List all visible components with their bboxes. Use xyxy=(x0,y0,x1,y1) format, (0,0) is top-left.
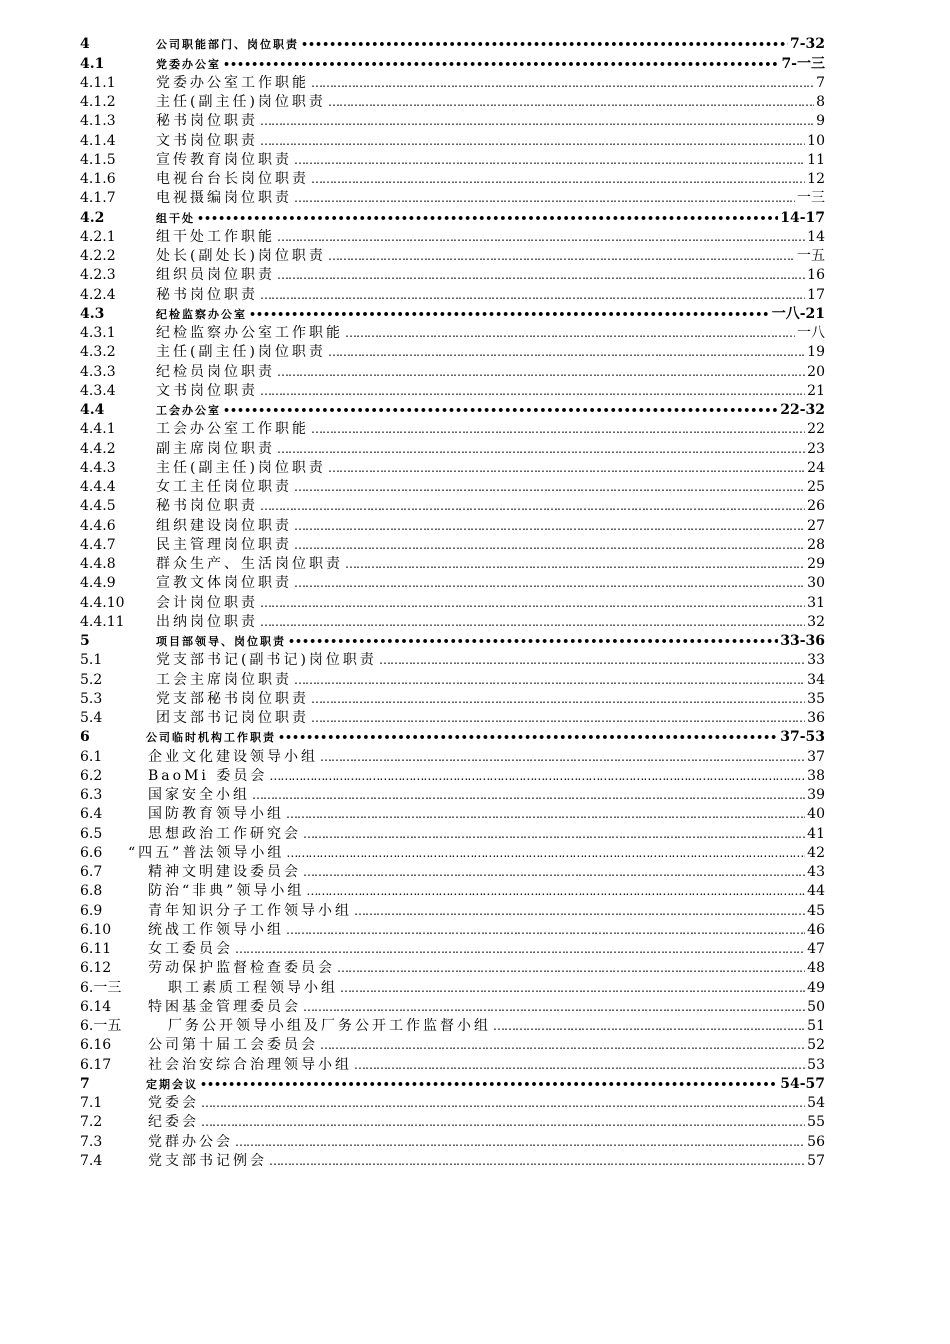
toc-entry-title: 副主席岗位职责 xyxy=(156,440,275,457)
dot-leader xyxy=(311,74,814,93)
toc-entry-page: 10 xyxy=(807,132,825,149)
dot-leader xyxy=(301,35,788,54)
dot-leader xyxy=(294,189,795,208)
toc-entry-title: 思想政治工作研究会 xyxy=(148,825,301,842)
toc-entry-number: 4.3.2 xyxy=(80,344,116,361)
toc-entry-page: 55 xyxy=(807,1114,825,1131)
toc-entry-page: 39 xyxy=(807,787,825,803)
toc-entry-title: 党委会 xyxy=(148,1095,199,1111)
toc-entry-title: BaoMi 委员会 xyxy=(148,767,268,784)
dot-leader xyxy=(328,247,795,266)
dot-leader xyxy=(354,902,805,921)
dot-leader xyxy=(328,93,814,112)
toc-entry-title: 组织建设岗位职责 xyxy=(156,517,292,534)
toc-entry xyxy=(80,112,825,131)
toc-entry-number: 4.1.2 xyxy=(80,94,116,110)
toc-entry-number: 4.4.4 xyxy=(80,479,116,495)
dot-leader xyxy=(223,401,778,420)
toc-entry-number: 6.16 xyxy=(80,1037,112,1054)
toc-entry-title: 秘书岗位职责 xyxy=(156,498,258,515)
dot-leader xyxy=(303,863,805,882)
toc-entry-page: 20 xyxy=(807,363,825,380)
toc-entry-page: 37-53 xyxy=(780,729,825,746)
toc-entry xyxy=(80,824,825,843)
toc-entry-number: 6.8 xyxy=(80,883,103,900)
dot-leader xyxy=(340,979,805,998)
dot-leader xyxy=(328,343,805,362)
toc-entry-number: 4.2 xyxy=(80,209,105,226)
toc-entry-title: 定期会议 xyxy=(146,1077,198,1091)
toc-entry xyxy=(80,690,825,709)
toc-entry xyxy=(80,1017,825,1036)
toc-entry-title: 工会主席岗位职责 xyxy=(156,671,292,688)
toc-entry-title: 文书岗位职责 xyxy=(156,132,258,149)
toc-entry-page: 40 xyxy=(807,806,825,823)
toc-entry-number: 6.12 xyxy=(80,960,112,977)
toc-entry-page: 17 xyxy=(807,286,825,303)
toc-entry-title: 党支部秘书岗位职责 xyxy=(156,690,309,707)
toc-entry-title: 国防教育领导小组 xyxy=(148,806,284,823)
toc-entry xyxy=(80,401,825,420)
toc-entry-page: 16 xyxy=(807,267,825,284)
toc-entry-page: 22-32 xyxy=(780,402,825,418)
toc-entry-page: 12 xyxy=(807,171,825,187)
dot-leader xyxy=(252,786,805,805)
toc-entry xyxy=(80,1094,825,1113)
toc-entry xyxy=(80,420,825,439)
toc-entry-number: 6.一三 xyxy=(80,979,122,996)
dot-leader xyxy=(311,170,805,189)
toc-entry xyxy=(80,613,825,632)
toc-entry-page: 46 xyxy=(807,921,825,938)
toc-entry-number: 6.3 xyxy=(80,787,103,803)
dot-leader xyxy=(277,440,805,459)
toc-entry-page: 38 xyxy=(807,767,825,784)
toc-entry-number: 5.2 xyxy=(80,671,103,688)
toc-entry-title: 民主管理岗位职责 xyxy=(156,536,292,553)
dot-leader xyxy=(337,959,805,978)
toc-entry-title: 会计岗位职责 xyxy=(156,594,258,611)
toc-entry-title: 主任(副主任)岗位职责 xyxy=(156,459,326,476)
toc-entry-title: 党群办公会 xyxy=(148,1133,233,1150)
dot-leader xyxy=(197,209,778,228)
toc-entry-number: 5.4 xyxy=(80,710,103,726)
toc-entry xyxy=(80,189,825,208)
toc-entry-title: 劳动保护监督检查委员会 xyxy=(148,960,335,977)
toc-entry-page: 一五 xyxy=(797,248,825,264)
toc-entry-number: 7.4 xyxy=(80,1152,103,1169)
toc-entry-page: 23 xyxy=(807,440,825,457)
toc-entry xyxy=(80,959,825,978)
toc-entry-page: 27 xyxy=(807,517,825,534)
toc-entry-page: 21 xyxy=(807,382,825,399)
toc-entry xyxy=(80,247,825,266)
toc-entry-number: 4.3.4 xyxy=(80,382,116,399)
dot-leader xyxy=(269,767,805,786)
dot-leader xyxy=(294,671,805,690)
toc-entry-page: 41 xyxy=(807,825,825,842)
toc-entry-number: 4.4.6 xyxy=(80,517,116,534)
toc-entry-page: 34 xyxy=(807,671,825,688)
dot-leader xyxy=(260,594,805,613)
dot-leader xyxy=(311,690,805,709)
toc-entry-page: 36 xyxy=(807,710,825,726)
toc-entry-title: 公司临时机构工作职责 xyxy=(146,731,276,745)
toc-entry-number: 4.4.1 xyxy=(80,421,116,438)
dot-leader xyxy=(311,709,805,728)
toc-entry-number: 6.2 xyxy=(80,767,103,784)
toc-entry-title: 公司职能部门、岗位职责 xyxy=(156,38,299,52)
toc-entry-number: 6.7 xyxy=(80,864,103,880)
dot-leader xyxy=(320,1036,805,1055)
toc-entry-page: 53 xyxy=(807,1056,825,1073)
toc-entry-number: 4.4.8 xyxy=(80,556,116,572)
dot-leader xyxy=(306,882,805,901)
toc-entry-number: 4.2.1 xyxy=(80,228,116,245)
toc-entry-title: 出纳岗位职责 xyxy=(156,613,258,630)
toc-entry-number: 6.10 xyxy=(80,921,112,938)
toc-entry xyxy=(80,228,825,247)
toc-entry-number: 6.一五 xyxy=(80,1018,122,1034)
dot-leader xyxy=(260,497,805,516)
toc-entry xyxy=(80,35,825,54)
dot-leader xyxy=(260,286,805,305)
toc-entry-page: 29 xyxy=(807,556,825,572)
toc-entry-number: 4.1 xyxy=(80,55,105,72)
toc-entry-number: 6.11 xyxy=(80,941,112,957)
toc-entry xyxy=(80,1132,825,1151)
toc-entry-title: 团支部书记岗位职责 xyxy=(156,710,309,726)
toc-entry-number: 7.2 xyxy=(80,1114,103,1131)
toc-entry-page: 37 xyxy=(807,748,825,765)
toc-entry-page: 56 xyxy=(807,1133,825,1150)
toc-entry-title: 精神文明建设委员会 xyxy=(148,864,301,880)
toc-entry-number: 4.1.1 xyxy=(80,74,116,91)
toc-entry xyxy=(80,921,825,940)
toc-entry-number: 5 xyxy=(80,633,90,649)
toc-entry-page: 14-17 xyxy=(780,209,825,226)
dot-leader xyxy=(286,805,805,824)
toc-entry-number: 4.1.7 xyxy=(80,190,116,207)
toc-entry-page: 44 xyxy=(807,883,825,900)
toc-entry-title: 公司第十届工会委员会 xyxy=(148,1037,318,1054)
toc-entry-title: 宣教文体岗位职责 xyxy=(156,575,292,592)
toc-entry-number: 6.1 xyxy=(80,748,103,765)
toc-entry-page: 47 xyxy=(807,941,825,957)
toc-entry-title: 党委办公室 xyxy=(156,57,221,71)
toc-entry xyxy=(80,266,825,285)
toc-entry xyxy=(80,670,825,689)
toc-entry-number: 4.2.3 xyxy=(80,267,116,284)
toc-entry-title: 厂务公开领导小组及厂务公开工作监督小组 xyxy=(168,1018,491,1034)
dot-leader xyxy=(354,1056,805,1075)
dot-leader xyxy=(320,748,805,767)
toc-entry xyxy=(80,305,825,324)
toc-entry-title: 党支部书记例会 xyxy=(148,1152,267,1169)
toc-entry-title: 统战工作领导小组 xyxy=(148,921,284,938)
toc-entry xyxy=(80,131,825,150)
toc-entry xyxy=(80,516,825,535)
toc-entry-title: 秘书岗位职责 xyxy=(156,286,258,303)
toc-entry-title: 秘书岗位职责 xyxy=(156,113,258,130)
toc-entry-title: 电视摄编岗位职责 xyxy=(156,190,292,207)
toc-entry-page: 48 xyxy=(807,960,825,977)
toc-entry-title: 主任(副主任)岗位职责 xyxy=(156,94,326,110)
toc-entry-title: 项目部领导、岗位职责 xyxy=(156,635,286,648)
toc-entry-number: 6.17 xyxy=(80,1056,112,1073)
toc-entry-title: 企业文化建设领导小组 xyxy=(148,748,318,765)
toc-entry-page: 9 xyxy=(816,113,825,130)
toc-entry-number: 7.3 xyxy=(80,1133,103,1150)
toc-entry xyxy=(80,709,825,728)
toc-entry-title: 女工委员会 xyxy=(148,941,233,957)
toc-entry-page: 42 xyxy=(807,844,825,861)
toc-entry-number: 7.1 xyxy=(80,1095,103,1111)
toc-entry-title: 组干处 xyxy=(156,211,195,225)
toc-entry-number: 4.3 xyxy=(80,305,105,322)
toc-entry-number: 5.1 xyxy=(80,652,103,669)
toc-entry-title: 工会办公室 xyxy=(156,404,221,417)
toc-entry xyxy=(80,208,825,227)
toc-entry-number: 4.4.7 xyxy=(80,536,116,553)
toc-entry-page: 57 xyxy=(807,1152,825,1169)
dot-leader xyxy=(278,728,778,747)
toc-entry xyxy=(80,593,825,612)
toc-entry-title: 党支部书记(副书记)岗位职责 xyxy=(156,652,377,669)
toc-entry-title: 宣传教育岗位职责 xyxy=(156,151,292,168)
toc-entry xyxy=(80,362,825,381)
dot-leader xyxy=(269,1152,805,1171)
toc-entry-page: 54-57 xyxy=(780,1075,825,1092)
toc-entry xyxy=(80,151,825,170)
dot-leader xyxy=(249,305,770,324)
toc-entry-number: 4.4.11 xyxy=(80,613,125,630)
toc-entry-page: 7-32 xyxy=(789,36,825,53)
dot-leader xyxy=(303,998,805,1017)
toc-entry xyxy=(80,93,825,112)
toc-entry-page: 43 xyxy=(807,864,825,880)
toc-entry-number: 4.4 xyxy=(80,402,105,418)
toc-entry-page: 一八 xyxy=(797,325,825,341)
toc-entry xyxy=(80,747,825,766)
toc-entry-title: 纪检员岗位职责 xyxy=(156,363,275,380)
toc-entry-title: 纪委会 xyxy=(148,1114,199,1131)
dot-leader xyxy=(345,555,805,574)
dot-leader xyxy=(277,363,805,382)
toc-entry-page: 8 xyxy=(816,94,825,110)
toc-entry xyxy=(80,285,825,304)
toc-entry-page: 54 xyxy=(807,1095,825,1111)
dot-leader xyxy=(260,132,805,151)
toc-entry-number: 4.4.2 xyxy=(80,440,116,457)
toc-entry xyxy=(80,651,825,670)
toc-entry-page: 33-36 xyxy=(780,633,825,649)
dot-leader xyxy=(328,459,805,478)
toc-entry xyxy=(80,478,825,497)
toc-entry-title: 女工主任岗位职责 xyxy=(156,479,292,495)
toc-entry-page: 30 xyxy=(807,575,825,592)
toc-entry-page: 7 xyxy=(816,74,825,91)
toc-entry-number: 5.3 xyxy=(80,690,103,707)
toc-entry-title: 工会办公室工作职能 xyxy=(156,421,309,438)
toc-entry-page: 一三 xyxy=(797,190,825,207)
toc-entry-title: 特困基金管理委员会 xyxy=(148,998,301,1015)
toc-entry-number: 4.1.4 xyxy=(80,132,116,149)
toc-entry-title: 组干处工作职能 xyxy=(156,228,275,245)
toc-entry-page: 11 xyxy=(807,151,825,168)
toc-entry xyxy=(80,574,825,593)
toc-entry-title: 国家安全小组 xyxy=(148,787,250,803)
dot-leader xyxy=(294,478,805,497)
toc-entry-number: 4 xyxy=(80,36,90,53)
toc-entry xyxy=(80,497,825,516)
dot-leader xyxy=(303,825,805,844)
toc-entry xyxy=(80,844,825,863)
dot-leader xyxy=(201,1113,805,1132)
toc-entry-page: 32 xyxy=(807,613,825,630)
dot-leader xyxy=(311,420,805,439)
toc-entry-number: 6 xyxy=(80,729,90,746)
toc-entry-number: 6.5 xyxy=(80,825,103,842)
toc-entry xyxy=(80,978,825,997)
toc-entry-number: 4.3.3 xyxy=(80,363,116,380)
toc-entry-page: 25 xyxy=(807,479,825,495)
dot-leader xyxy=(286,844,805,863)
toc-entry-number: 4.1.3 xyxy=(80,113,116,130)
toc-entry-page: 50 xyxy=(807,998,825,1015)
toc-entry xyxy=(80,805,825,824)
dot-leader xyxy=(493,1017,805,1036)
dot-leader xyxy=(260,613,805,632)
toc-entry-number: 4.4.5 xyxy=(80,498,116,515)
dot-leader xyxy=(260,112,814,131)
toc-entry-title: 文书岗位职责 xyxy=(156,382,258,399)
toc-entry-title: 党委办公室工作职能 xyxy=(156,74,309,91)
toc-entry-number: 6.4 xyxy=(80,806,103,823)
dot-leader xyxy=(277,228,805,247)
toc-entry-title: 主任(副主任)岗位职责 xyxy=(156,344,326,361)
toc-entry xyxy=(80,728,825,747)
toc-entry-number: 6.14 xyxy=(80,998,112,1015)
toc-entry-title: 电视台台长岗位职责 xyxy=(156,171,309,187)
toc-entry xyxy=(80,1152,825,1171)
toc-entry xyxy=(80,54,825,73)
toc-entry-title: 组织员岗位职责 xyxy=(156,267,275,284)
toc-entry-number: 4.1.6 xyxy=(80,171,116,187)
toc-entry-page: 33 xyxy=(807,652,825,669)
toc-entry xyxy=(80,940,825,959)
toc-entry-title: 群众生产、生活岗位职责 xyxy=(156,556,343,572)
toc-entry-page: 52 xyxy=(807,1037,825,1054)
toc-entry-number: 4.2.2 xyxy=(80,248,116,264)
toc-entry-title: “四五”普法领导小组 xyxy=(128,844,285,861)
toc-entry-page: 14 xyxy=(807,228,825,245)
toc-entry xyxy=(80,1075,825,1094)
toc-entry xyxy=(80,786,825,805)
toc-entry-page: 22 xyxy=(807,421,825,438)
toc-entry xyxy=(80,343,825,362)
toc-entry xyxy=(80,382,825,401)
toc-entry-title: 职工素质工程领导小组 xyxy=(168,979,338,996)
toc-entry xyxy=(80,863,825,882)
dot-leader xyxy=(345,324,795,343)
toc-entry xyxy=(80,1055,825,1074)
toc-entry xyxy=(80,882,825,901)
toc-entry-page: 49 xyxy=(807,979,825,996)
toc-entry-page: 19 xyxy=(807,344,825,361)
dot-leader xyxy=(294,517,805,536)
dot-leader xyxy=(260,382,805,401)
toc-entry-number: 7 xyxy=(80,1075,90,1092)
toc-entry-number: 4.1.5 xyxy=(80,151,116,168)
dot-leader xyxy=(286,921,805,940)
toc-entry-title: 处长(副处长)岗位职责 xyxy=(156,248,326,264)
dot-leader xyxy=(294,151,805,170)
dot-leader xyxy=(223,55,779,74)
toc-entry-page: 31 xyxy=(807,594,825,611)
toc-entry xyxy=(80,901,825,920)
toc-entry xyxy=(80,998,825,1017)
toc-entry-title: 社会治安综合治理领导小组 xyxy=(148,1056,352,1073)
toc-entry-page: 一八-21 xyxy=(771,305,825,322)
dot-leader xyxy=(294,536,805,555)
toc-entry xyxy=(80,439,825,458)
toc-entry-title: 青年知识分子工作领导小组 xyxy=(148,902,352,919)
toc-entry-page: 26 xyxy=(807,498,825,515)
dot-leader xyxy=(201,1094,805,1113)
toc-entry-number: 6.9 xyxy=(80,902,103,919)
toc-entry-title: 防治“非典”领导小组 xyxy=(148,883,305,900)
toc-entry xyxy=(80,170,825,189)
table-of-contents xyxy=(80,35,825,1171)
toc-entry xyxy=(80,555,825,574)
toc-entry-number: 4.4.9 xyxy=(80,575,116,592)
dot-leader xyxy=(235,1133,805,1152)
toc-entry xyxy=(80,767,825,786)
toc-entry-page: 28 xyxy=(807,536,825,553)
toc-entry xyxy=(80,1036,825,1055)
dot-leader xyxy=(288,632,778,651)
toc-entry xyxy=(80,1113,825,1132)
toc-entry-number: 4.2.4 xyxy=(80,286,116,303)
toc-entry xyxy=(80,324,825,343)
toc-entry xyxy=(80,632,825,651)
toc-entry-page: 45 xyxy=(807,902,825,919)
dot-leader xyxy=(294,574,805,593)
toc-entry xyxy=(80,459,825,478)
dot-leader xyxy=(379,651,805,670)
toc-entry-page: 51 xyxy=(807,1018,825,1034)
toc-entry xyxy=(80,74,825,93)
toc-entry-title: 纪检监察办公室工作职能 xyxy=(156,325,343,341)
toc-entry-number: 6.6 xyxy=(80,844,103,861)
toc-entry-page: 7-一三 xyxy=(781,55,825,72)
toc-entry-number: 4.4.10 xyxy=(80,594,125,611)
toc-entry-page: 35 xyxy=(807,690,825,707)
toc-entry-number: 4.4.3 xyxy=(80,459,116,476)
dot-leader xyxy=(235,940,805,959)
toc-entry-number: 4.3.1 xyxy=(80,325,116,341)
toc-entry-title: 纪检监察办公室 xyxy=(156,307,247,321)
toc-entry xyxy=(80,536,825,555)
toc-entry-page: 24 xyxy=(807,459,825,476)
dot-leader xyxy=(277,266,805,285)
dot-leader xyxy=(200,1075,778,1094)
